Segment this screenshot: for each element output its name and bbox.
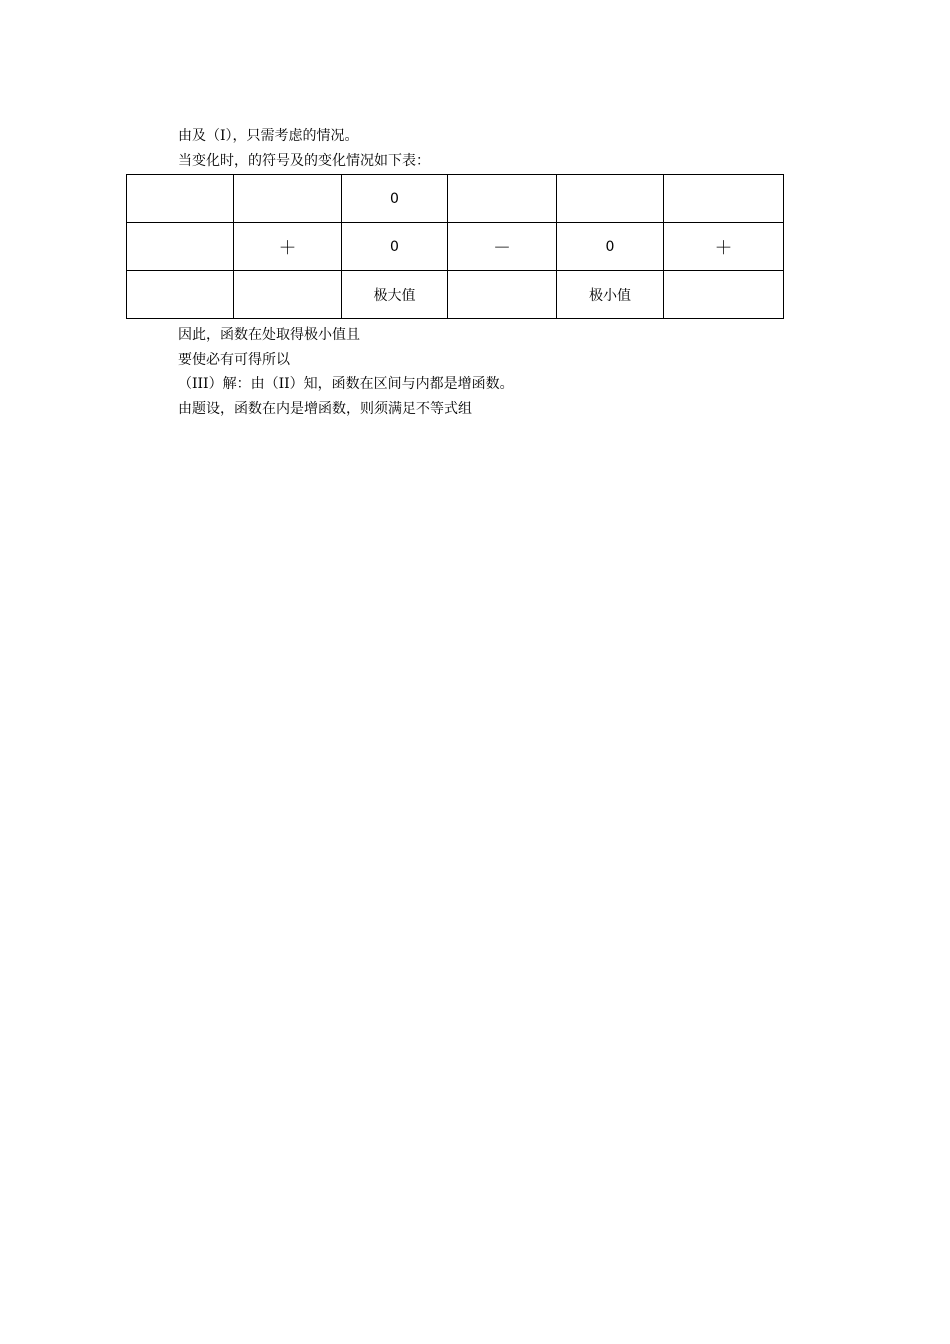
table-cell [234, 271, 342, 319]
paragraph-minimum: 因此，函数在处取得极小值且 [178, 327, 360, 343]
table-cell [664, 271, 784, 319]
table-cell [127, 175, 234, 223]
table-cell: ＋ [234, 223, 342, 271]
paragraph-condition: 由及（I），只需考虑的情况。 [178, 128, 359, 144]
table-cell: － [448, 223, 557, 271]
table-cell: 0 [342, 223, 448, 271]
table-cell [664, 175, 784, 223]
table-cell: 极小值 [557, 271, 664, 319]
paragraph-part-three: （III）解：由（II）知，函数在区间与内都是增函数。 [178, 376, 514, 392]
table-cell: 0 [557, 223, 664, 271]
table-cell [127, 223, 234, 271]
table-row [127, 223, 784, 271]
paragraph-requirement: 要使必有可得所以 [178, 352, 290, 368]
table-cell [448, 271, 557, 319]
table-cell [557, 175, 664, 223]
table-row [127, 175, 784, 223]
table-cell: 极大值 [342, 271, 448, 319]
paragraph-table-intro: 当变化时，的符号及的变化情况如下表： [178, 153, 430, 169]
sign-variation-table [126, 174, 784, 319]
table-cell [127, 271, 234, 319]
table-row [127, 271, 784, 319]
table-cell: ＋ [664, 223, 784, 271]
table-cell [448, 175, 557, 223]
table-cell [234, 175, 342, 223]
paragraph-inequality: 由题设，函数在内是增函数，则须满足不等式组 [178, 401, 472, 417]
table-cell: 0 [342, 175, 448, 223]
